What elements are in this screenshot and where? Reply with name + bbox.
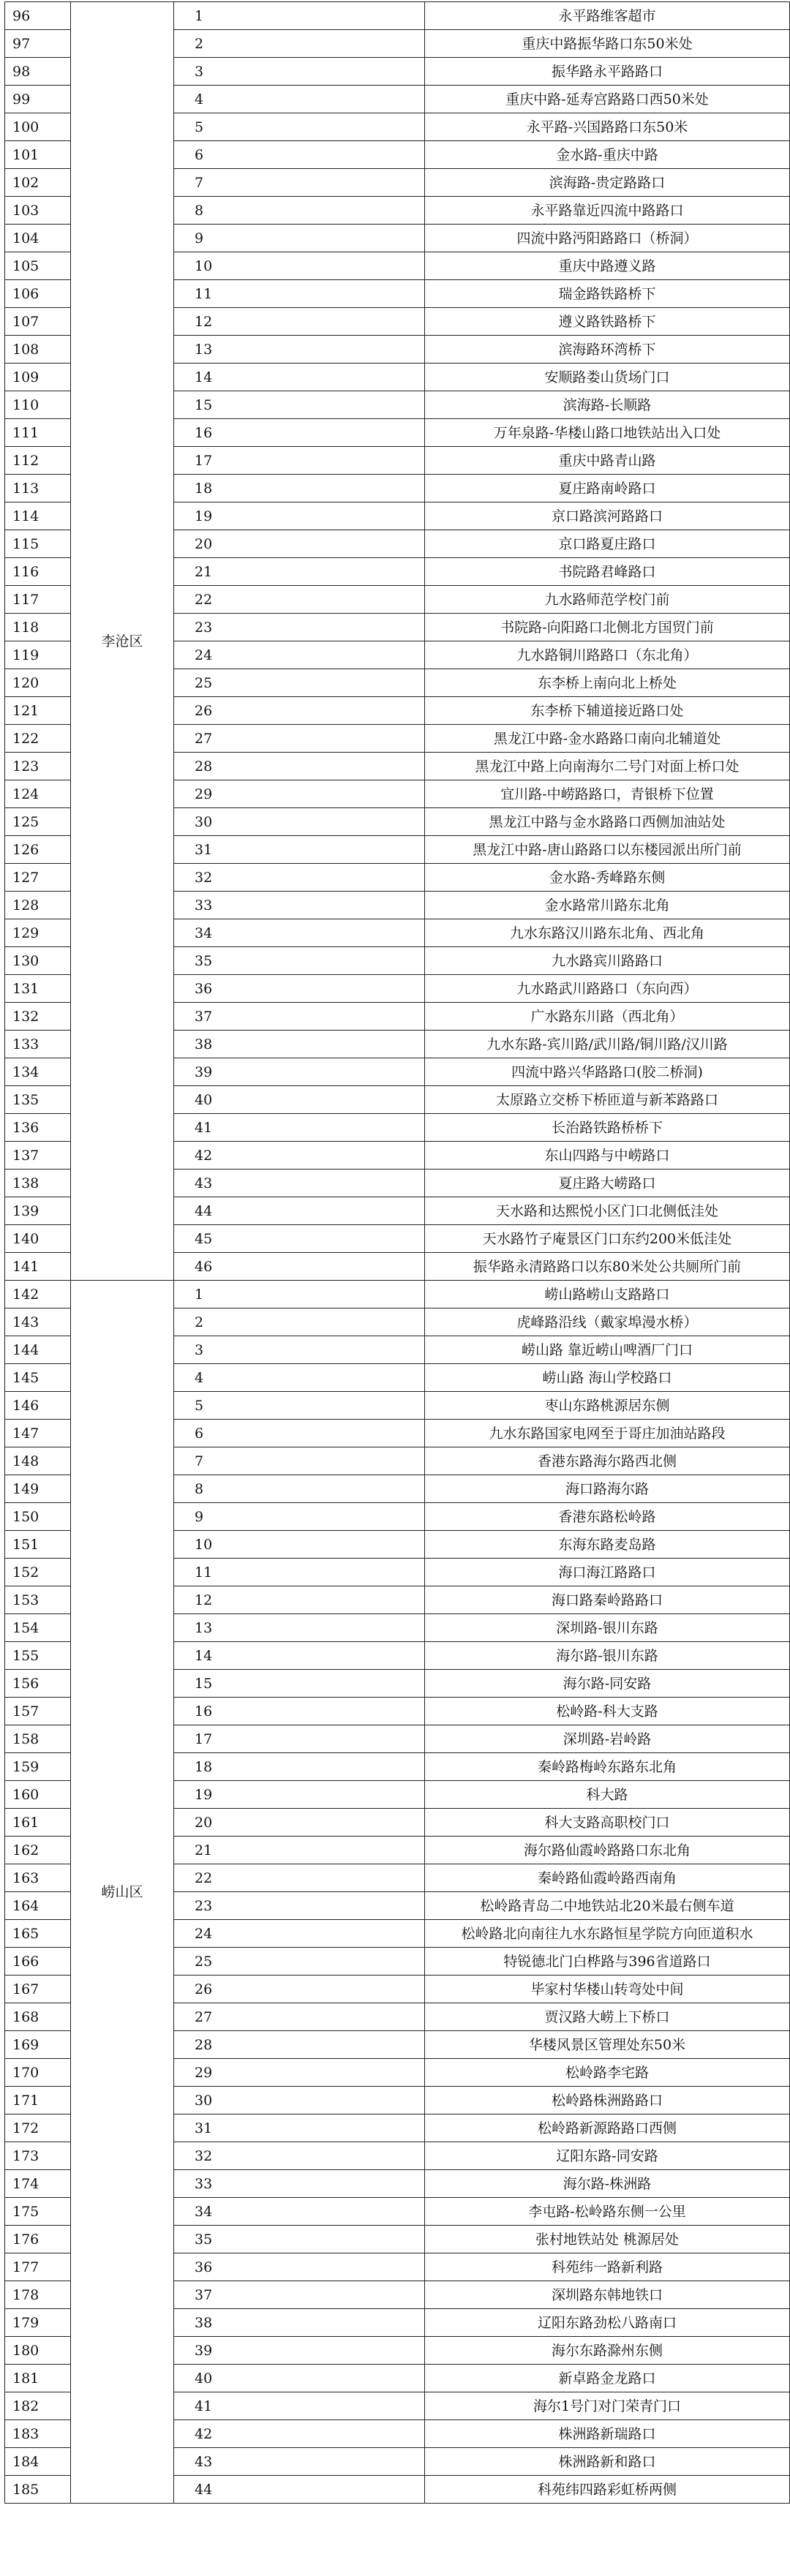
sub-index: 36 (174, 975, 425, 1003)
sub-index: 18 (174, 1753, 425, 1781)
location-name: 华楼风景区管理处东50米 (425, 2031, 790, 2059)
row-index: 145 (5, 1364, 71, 1392)
sub-index: 7 (174, 1447, 425, 1475)
location-name: 四流中路兴华路路口(胶二桥洞) (425, 1058, 790, 1086)
row-index: 161 (5, 1809, 71, 1837)
sub-index: 22 (174, 586, 425, 614)
sub-index: 10 (174, 1531, 425, 1559)
sub-index: 42 (174, 2420, 425, 2448)
row-index: 126 (5, 836, 71, 864)
row-index: 131 (5, 975, 71, 1003)
sub-index: 10 (174, 252, 425, 280)
sub-index: 5 (174, 1392, 425, 1420)
location-name: 安顺路娄山货场门口 (425, 364, 790, 391)
sub-index: 33 (174, 2170, 425, 2198)
sub-index: 9 (174, 225, 425, 252)
location-name: 金水路-秀峰路东侧 (425, 864, 790, 892)
sub-index: 26 (174, 1976, 425, 2003)
location-name: 科苑纬四路彩虹桥两侧 (425, 2476, 790, 2504)
sub-index: 37 (174, 1003, 425, 1031)
location-name: 松岭路株洲路路口 (425, 2087, 790, 2114)
location-name: 黑龙江中路-唐山路路口以东楼园派出所门前 (425, 836, 790, 864)
location-name: 李屯路-松岭路东侧一公里 (425, 2198, 790, 2226)
sub-index: 44 (174, 1197, 425, 1225)
row-index: 119 (5, 641, 71, 669)
sub-index: 34 (174, 919, 425, 947)
location-name: 深圳路-岩岭路 (425, 1725, 790, 1753)
row-index: 149 (5, 1475, 71, 1503)
row-index: 110 (5, 391, 71, 419)
row-index: 113 (5, 475, 71, 502)
location-name: 辽阳东路-同安路 (425, 2142, 790, 2170)
location-name: 重庆中路振华路口东50米处 (425, 30, 790, 58)
sub-index: 26 (174, 697, 425, 725)
location-name: 松岭路新源路路口西侧 (425, 2114, 790, 2142)
row-index: 154 (5, 1614, 71, 1642)
sub-index: 38 (174, 1031, 425, 1058)
location-name: 夏庄路南岭路口 (425, 475, 790, 502)
row-index: 120 (5, 669, 71, 697)
row-index: 112 (5, 447, 71, 475)
sub-index: 27 (174, 2003, 425, 2031)
row-index: 142 (5, 1281, 71, 1308)
location-name: 滨海路-贵定路路口 (425, 169, 790, 197)
row-index: 178 (5, 2281, 71, 2309)
location-name: 广水路东川路（西北角） (425, 1003, 790, 1031)
sub-index: 2 (174, 1308, 425, 1336)
row-index: 105 (5, 252, 71, 280)
row-index: 139 (5, 1197, 71, 1225)
location-name: 海口路秦岭路路口 (425, 1586, 790, 1614)
row-index: 141 (5, 1253, 71, 1281)
location-name: 滨海路-长顺路 (425, 391, 790, 419)
location-name: 书院路-向阳路口北侧北方国贸门前 (425, 614, 790, 641)
sub-index: 23 (174, 614, 425, 641)
row-index: 136 (5, 1114, 71, 1142)
row-index: 183 (5, 2420, 71, 2448)
row-index: 99 (5, 86, 71, 113)
row-index: 184 (5, 2448, 71, 2476)
location-name: 科苑纬一路新利路 (425, 2253, 790, 2281)
row-index: 155 (5, 1642, 71, 1670)
sub-index: 41 (174, 2392, 425, 2420)
location-name: 宜川路-中崂路路口，青银桥下位置 (425, 780, 790, 808)
row-index: 175 (5, 2198, 71, 2226)
row-index: 148 (5, 1447, 71, 1475)
row-index: 185 (5, 2476, 71, 2504)
row-index: 138 (5, 1170, 71, 1197)
location-name: 松岭路北向南往九水东路恒星学院方向匝道积水 (425, 1920, 790, 1948)
sub-index: 2 (174, 30, 425, 58)
location-name: 松岭路青岛二中地铁站北20米最右侧车道 (425, 1892, 790, 1920)
sub-index: 35 (174, 2226, 425, 2253)
location-name: 松岭路-科大支路 (425, 1698, 790, 1725)
location-name: 永平路靠近四流中路路口 (425, 197, 790, 225)
row-index: 153 (5, 1586, 71, 1614)
sub-index: 46 (174, 1253, 425, 1281)
row-index: 174 (5, 2170, 71, 2198)
row-index: 125 (5, 808, 71, 836)
location-name: 新卓路金龙路口 (425, 2365, 790, 2392)
location-name: 海尔路-银川东路 (425, 1642, 790, 1670)
row-index: 134 (5, 1058, 71, 1086)
row-index: 180 (5, 2337, 71, 2365)
table-row (5, 2, 790, 30)
location-name: 夏庄路大崂路口 (425, 1170, 790, 1197)
row-index: 137 (5, 1142, 71, 1170)
sub-index: 24 (174, 641, 425, 669)
sub-index: 17 (174, 447, 425, 475)
sub-index: 15 (174, 1670, 425, 1698)
location-name: 黑龙江中路与金水路路口西侧加油站处 (425, 808, 790, 836)
location-name: 东海东路麦岛路 (425, 1531, 790, 1559)
row-index: 167 (5, 1976, 71, 2003)
row-index: 124 (5, 780, 71, 808)
sub-index: 28 (174, 753, 425, 780)
row-index: 111 (5, 419, 71, 447)
sub-index: 39 (174, 2337, 425, 2365)
sub-index: 34 (174, 2198, 425, 2226)
location-name: 枣山东路桃源居东侧 (425, 1392, 790, 1420)
sub-index: 13 (174, 1614, 425, 1642)
row-index: 106 (5, 280, 71, 308)
location-name: 书院路君峰路口 (425, 558, 790, 586)
sub-index: 20 (174, 1809, 425, 1837)
sub-index: 25 (174, 669, 425, 697)
sub-index: 22 (174, 1864, 425, 1892)
row-index: 121 (5, 697, 71, 725)
district-cell: 崂山区 (71, 1281, 174, 2504)
row-index: 97 (5, 30, 71, 58)
sub-index: 40 (174, 2365, 425, 2392)
row-index: 104 (5, 225, 71, 252)
location-name: 科大支路高职校门口 (425, 1809, 790, 1837)
location-name: 科大路 (425, 1781, 790, 1809)
location-name: 秦岭路梅岭东路东北角 (425, 1753, 790, 1781)
sub-index: 37 (174, 2281, 425, 2309)
location-name: 九水路师范学校门前 (425, 586, 790, 614)
row-index: 117 (5, 586, 71, 614)
sub-index: 18 (174, 475, 425, 502)
location-name: 九水东路-宾川路/武川路/铜川路/汉川路 (425, 1031, 790, 1058)
location-name: 京口路滨河路路口 (425, 502, 790, 530)
sub-index: 20 (174, 530, 425, 558)
location-name: 永平路维客超市 (425, 2, 790, 30)
location-name: 崂山路 海山学校路口 (425, 1364, 790, 1392)
row-index: 128 (5, 892, 71, 919)
location-name: 株洲路新瑞路口 (425, 2420, 790, 2448)
row-index: 130 (5, 947, 71, 975)
sub-index: 16 (174, 1698, 425, 1725)
row-index: 182 (5, 2392, 71, 2420)
sub-index: 45 (174, 1225, 425, 1253)
table-body (5, 2, 790, 2504)
location-name: 海尔路仙霞岭路路口东北角 (425, 1837, 790, 1864)
row-index: 166 (5, 1948, 71, 1976)
location-name: 香港东路海尔路西北侧 (425, 1447, 790, 1475)
location-name: 天水路和达熙悦小区门口北侧低洼处 (425, 1197, 790, 1225)
location-name: 太原路立交桥下桥匝道与新苯路路口 (425, 1086, 790, 1114)
sub-index: 9 (174, 1503, 425, 1531)
location-name: 海尔路-同安路 (425, 1670, 790, 1698)
sub-index: 31 (174, 836, 425, 864)
location-name: 九水路铜川路路口（东北角） (425, 641, 790, 669)
row-index: 168 (5, 2003, 71, 2031)
row-index: 108 (5, 336, 71, 364)
location-name: 遵义路铁路桥下 (425, 308, 790, 336)
location-name: 九水东路国家电网至于哥庄加油站路段 (425, 1420, 790, 1447)
sub-index: 1 (174, 1281, 425, 1308)
location-name: 黑龙江中路-金水路路口南向北辅道处 (425, 725, 790, 753)
sub-index: 8 (174, 1475, 425, 1503)
sub-index: 40 (174, 1086, 425, 1114)
sub-index: 43 (174, 1170, 425, 1197)
row-index: 151 (5, 1531, 71, 1559)
location-name: 重庆中路青山路 (425, 447, 790, 475)
row-index: 96 (5, 2, 71, 30)
location-name: 九水东路汉川路东北角、西北角 (425, 919, 790, 947)
location-name: 金水路-重庆中路 (425, 141, 790, 169)
sub-index: 3 (174, 1336, 425, 1364)
row-index: 147 (5, 1420, 71, 1447)
row-index: 122 (5, 725, 71, 753)
location-name: 振华路永平路路口 (425, 58, 790, 86)
sub-index: 7 (174, 169, 425, 197)
location-name: 京口路夏庄路口 (425, 530, 790, 558)
sub-index: 39 (174, 1058, 425, 1086)
sub-index: 14 (174, 364, 425, 391)
location-name: 特锐德北门白桦路与396省道路口 (425, 1948, 790, 1976)
sub-index: 31 (174, 2114, 425, 2142)
row-index: 146 (5, 1392, 71, 1420)
sub-index: 4 (174, 1364, 425, 1392)
row-index: 171 (5, 2087, 71, 2114)
sub-index: 28 (174, 2031, 425, 2059)
row-index: 144 (5, 1336, 71, 1364)
location-name: 万年泉路-华楼山路口地铁站出入口处 (425, 419, 790, 447)
sub-index: 25 (174, 1948, 425, 1976)
sub-index: 21 (174, 1837, 425, 1864)
sub-index: 8 (174, 197, 425, 225)
row-index: 162 (5, 1837, 71, 1864)
sub-index: 43 (174, 2448, 425, 2476)
location-name: 金水路常川路东北角 (425, 892, 790, 919)
sub-index: 23 (174, 1892, 425, 1920)
sub-index: 44 (174, 2476, 425, 2504)
sub-index: 27 (174, 725, 425, 753)
sub-index: 6 (174, 1420, 425, 1447)
row-index: 103 (5, 197, 71, 225)
sub-index: 1 (174, 2, 425, 30)
row-index: 176 (5, 2226, 71, 2253)
row-index: 132 (5, 1003, 71, 1031)
sub-index: 11 (174, 280, 425, 308)
row-index: 177 (5, 2253, 71, 2281)
location-name: 株洲路新和路口 (425, 2448, 790, 2476)
row-index: 102 (5, 169, 71, 197)
row-index: 100 (5, 113, 71, 141)
table-row (5, 1281, 790, 1308)
location-name: 深圳路-银川东路 (425, 1614, 790, 1642)
sub-index: 30 (174, 808, 425, 836)
location-name: 东山四路与中崂路口 (425, 1142, 790, 1170)
location-name: 天水路竹子庵景区门口东约200米低洼处 (425, 1225, 790, 1253)
sub-index: 19 (174, 502, 425, 530)
location-name: 海口海江路路口 (425, 1559, 790, 1586)
sub-index: 12 (174, 308, 425, 336)
location-name: 滨海路环湾桥下 (425, 336, 790, 364)
row-index: 101 (5, 141, 71, 169)
sub-index: 3 (174, 58, 425, 86)
sub-index: 36 (174, 2253, 425, 2281)
location-name: 虎峰路沿线（戴家埠漫水桥） (425, 1308, 790, 1336)
location-name: 张村地铁站处 桃源居处 (425, 2226, 790, 2253)
sub-index: 33 (174, 892, 425, 919)
row-index: 159 (5, 1753, 71, 1781)
sub-index: 32 (174, 864, 425, 892)
location-name: 辽阳东路劲松八路南口 (425, 2309, 790, 2337)
row-index: 160 (5, 1781, 71, 1809)
location-name: 海尔1号门对门荣青门口 (425, 2392, 790, 2420)
row-index: 116 (5, 558, 71, 586)
row-index: 115 (5, 530, 71, 558)
row-index: 127 (5, 864, 71, 892)
sub-index: 15 (174, 391, 425, 419)
row-index: 107 (5, 308, 71, 336)
sub-index: 19 (174, 1781, 425, 1809)
location-name: 黑龙江中路上向南海尔二号门对面上桥口处 (425, 753, 790, 780)
row-index: 133 (5, 1031, 71, 1058)
row-index: 173 (5, 2142, 71, 2170)
row-index: 143 (5, 1308, 71, 1336)
location-name: 毕家村华楼山转弯处中间 (425, 1976, 790, 2003)
row-index: 179 (5, 2309, 71, 2337)
sub-index: 38 (174, 2309, 425, 2337)
sub-index: 11 (174, 1559, 425, 1586)
row-index: 98 (5, 58, 71, 86)
location-name: 长治路铁路桥桥下 (425, 1114, 790, 1142)
row-index: 114 (5, 502, 71, 530)
sub-index: 16 (174, 419, 425, 447)
location-name: 海口路海尔路 (425, 1475, 790, 1503)
row-index: 181 (5, 2365, 71, 2392)
row-index: 172 (5, 2114, 71, 2142)
sub-index: 13 (174, 336, 425, 364)
row-index: 169 (5, 2031, 71, 2059)
location-name: 重庆中路遵义路 (425, 252, 790, 280)
location-name: 香港东路松岭路 (425, 1503, 790, 1531)
row-index: 163 (5, 1864, 71, 1892)
location-name: 松岭路李宅路 (425, 2059, 790, 2087)
location-name: 四流中路沔阳路路口（桥洞） (425, 225, 790, 252)
row-index: 157 (5, 1698, 71, 1725)
location-name: 深圳路东韩地铁口 (425, 2281, 790, 2309)
row-index: 170 (5, 2059, 71, 2087)
sub-index: 17 (174, 1725, 425, 1753)
sub-index: 14 (174, 1642, 425, 1670)
row-index: 140 (5, 1225, 71, 1253)
location-name: 秦岭路仙霞岭路西南角 (425, 1864, 790, 1892)
sub-index: 29 (174, 780, 425, 808)
row-index: 109 (5, 364, 71, 391)
location-name: 东李桥下辅道接近路口处 (425, 697, 790, 725)
row-index: 118 (5, 614, 71, 641)
waterlogging-points-table (4, 1, 790, 2504)
row-index: 165 (5, 1920, 71, 1948)
sub-index: 24 (174, 1920, 425, 1948)
location-name: 振华路永清路路口以东80米处公共厕所门前 (425, 1253, 790, 1281)
sub-index: 12 (174, 1586, 425, 1614)
sub-index: 29 (174, 2059, 425, 2087)
location-name: 崂山路崂山支路路口 (425, 1281, 790, 1308)
row-index: 164 (5, 1892, 71, 1920)
sub-index: 32 (174, 2142, 425, 2170)
location-name: 崂山路 靠近崂山啤酒厂门口 (425, 1336, 790, 1364)
sub-index: 42 (174, 1142, 425, 1170)
sub-index: 4 (174, 86, 425, 113)
row-index: 150 (5, 1503, 71, 1531)
row-index: 135 (5, 1086, 71, 1114)
location-name: 海尔路-株洲路 (425, 2170, 790, 2198)
sub-index: 35 (174, 947, 425, 975)
sub-index: 30 (174, 2087, 425, 2114)
location-name: 永平路-兴国路路口东50米 (425, 113, 790, 141)
location-name: 九水路宾川路路口 (425, 947, 790, 975)
location-name: 东李桥上南向北上桥处 (425, 669, 790, 697)
location-name: 九水路武川路路口（东向西） (425, 975, 790, 1003)
location-name: 海尔东路滁州东侧 (425, 2337, 790, 2365)
sub-index: 41 (174, 1114, 425, 1142)
sub-index: 21 (174, 558, 425, 586)
row-index: 156 (5, 1670, 71, 1698)
district-cell: 李沧区 (71, 2, 174, 1281)
row-index: 123 (5, 753, 71, 780)
location-name: 瑞金路铁路桥下 (425, 280, 790, 308)
sub-index: 6 (174, 141, 425, 169)
sub-index: 5 (174, 113, 425, 141)
row-index: 158 (5, 1725, 71, 1753)
location-name: 贾汉路大崂上下桥口 (425, 2003, 790, 2031)
row-index: 129 (5, 919, 71, 947)
location-name: 重庆中路-延寿宫路路口西50米处 (425, 86, 790, 113)
row-index: 152 (5, 1559, 71, 1586)
